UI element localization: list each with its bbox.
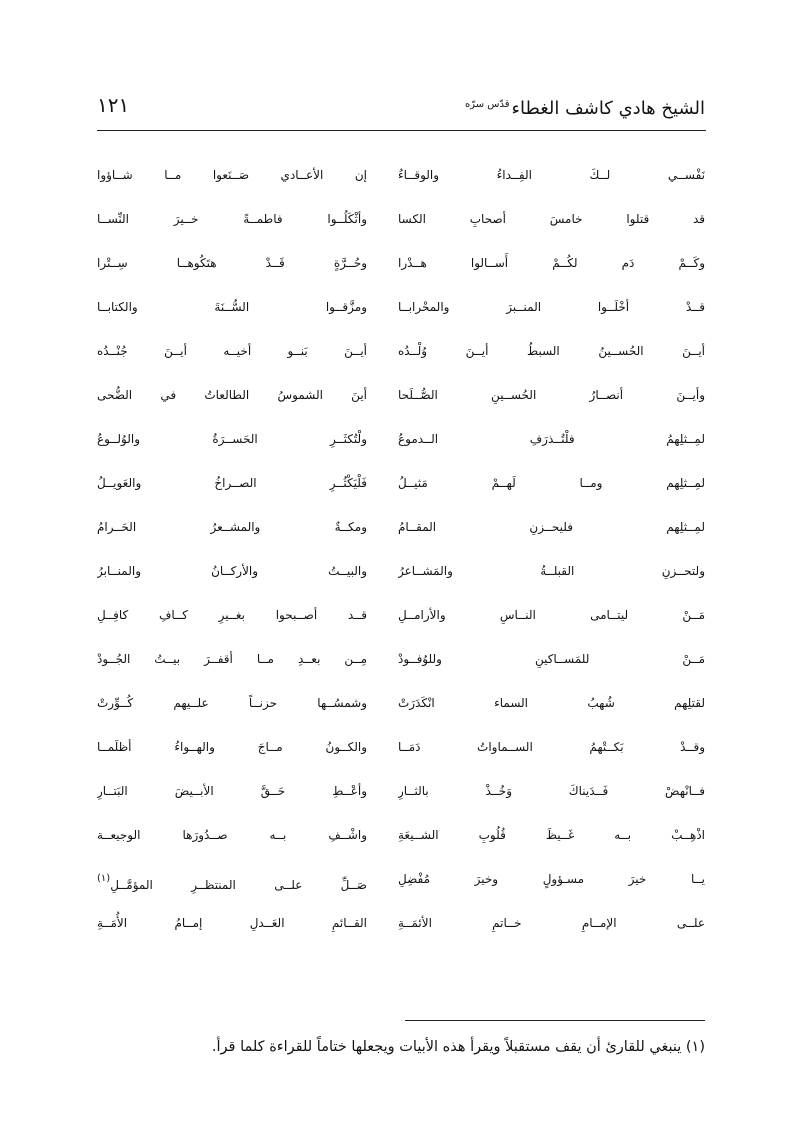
verse-first-hemistich: نَفْســي لــكَ الفِــداءُ والوقــاءُ (398, 168, 705, 182)
verse-row (97, 725, 705, 769)
verse-second-hemistich: وأعْــطِ حَــقَّ الأبــيضَ البَتــارِ (97, 784, 367, 798)
verse-second-hemistich: واشْــفِ بــه صــدُورَها الوجيعــة (97, 828, 367, 842)
verse-second-hemistich: والبيــتُ والأركــانُ والمنــابرُ (97, 564, 367, 578)
verse-second-hemistich: القــائمِ العَــدلِ إمــامُ الأُمَــةِ (97, 916, 367, 930)
header-title-text: الشيخ هادي كاشف الغطاء (511, 98, 705, 119)
poem (97, 153, 705, 945)
verse-second-hemistich-with-note (97, 857, 367, 901)
verse-second-hemistich: فَلْيَكْثُــرِ الصــراخُ والعَويــلُ (97, 476, 367, 490)
verse-row (97, 593, 705, 637)
verse-second-hemistich: ولْتُكثَــرِ الحَســرَةُ والوُلــوعُ (97, 432, 367, 446)
verse-first-hemistich: قد قتلوا خامسَ أصحابِ الكسا (398, 212, 705, 226)
verse-first-hemistich: لمِــثلِهم ومــا لَهــمْ مَثيــلُ (398, 476, 705, 490)
header-honorific: قدّس سرّه (464, 99, 510, 110)
verse-first-hemistich: ولتحــزنِ القبلــةُ والمَشــاعرُ (398, 564, 705, 578)
verse-second-hemistich: ومزَّقــوا السُّــنَةَ والكتابــا (97, 300, 367, 314)
verse-first-hemistich: اذْهِــبْ بــه غَــيظَ قُلُوبِ الشــيعَةِ (398, 828, 705, 842)
verse-first-hemistich: وقــدْ بَكــتْهمُ الســماواتُ دَمَــا (398, 740, 705, 754)
footnote-text: ينبغي للقارئ أن يقف مستقبلاً ويقرأ هذه الأبيات ويجعلها ختاماً للقراءة كلما قرأ. (211, 1039, 682, 1055)
verse-second-hemistich: أيــنَ بَنــو أخيــه أيــنَ جُنْــدُه (97, 344, 367, 358)
verse-row (97, 681, 705, 725)
verse-row (97, 241, 705, 285)
verse-second-hemistich: والكــونُ مــاجَ والهــواءُ أظلَمــا (97, 740, 367, 754)
verse-second-hemistich: ومكــةٌ والمشــعرُ الحَــرامُ (97, 520, 367, 534)
verse-row (97, 857, 705, 901)
verse-row (97, 373, 705, 417)
verse-first-hemistich: وأيــنَ أنصــارُ الحُســينِ الصُّــلَحا (398, 388, 705, 402)
verse-row (97, 461, 705, 505)
footnote-marker: (١) (685, 1039, 705, 1055)
verse-first-hemistich: لمِــثلِهمُ فلْتُــذرَفِ الــدموعُ (398, 432, 705, 446)
verse-row (97, 153, 705, 197)
verse-row (97, 417, 705, 461)
verse-first-hemistich: لمِــثلِهم فليحــزنِ المقــامُ (398, 520, 705, 534)
verse-first-hemistich: مَــنْ ليتــامى النــاسِ والأرامــلِ (398, 608, 705, 622)
verse-second-hemistich: وأثْكَلُــوا فاطمــةً خــيرَ النِّســا (97, 212, 367, 226)
verse-row (97, 549, 705, 593)
verse-row (97, 813, 705, 857)
verse-second-hemistich: إن الأعــادي صَــنَعوا مــا شــاؤوا (97, 168, 367, 182)
verse-second-hemistich: وحُــرَّةٍ قَــدْ هتَكُوهــا سِــتْرا (97, 256, 367, 270)
verse-second-hemistich-text: صَــلِّ علــى المنتظــرِ المؤمَّــلِ (110, 878, 367, 892)
verse-first-hemistich: يــا خيرَ مسـؤولٍ وخيرَ مُفْضِلِ (398, 872, 705, 886)
verse-first-hemistich: أيــنَ الحُســينُ السبطُ أيــنَ وُلْــدُه (398, 344, 705, 358)
verse-second-hemistich: أينَ الشموسُ الطالعاتُ في الضُّحى (97, 388, 367, 402)
verse-first-hemistich: علــى الإمــامِ خــاتمِ الأئمَــةِ (398, 916, 705, 930)
verse-first-hemistich: قــدْ أخْلَــوا المنــبرَ والمحْرابــا (398, 300, 705, 314)
verse-second-hemistich: مِــن بعــدِ مــا أقفــرَ بيــتُ الجُــودْ (97, 652, 367, 666)
page-number: ١٢١ (97, 93, 130, 117)
verse-second-hemistich: قــد أصــبحوا بغــيرِ كــافِ كافِــلِ (97, 608, 367, 622)
verse-first-hemistich: وكَــمْ دَم لكُــمْ أَســالوا هــدْرا (398, 256, 705, 270)
verse-row (97, 197, 705, 241)
verse-row (97, 329, 705, 373)
verse-row (97, 505, 705, 549)
verse-second-hemistich: وشمسُــها حزنــاً علــيهم كُــوِّرتْ (97, 696, 367, 710)
footnote (212, 1035, 705, 1059)
header-rule (97, 130, 706, 131)
verse-row (97, 769, 705, 813)
verse-row (97, 637, 705, 681)
footnote-reference: (١) (97, 873, 111, 884)
footnote-rule (405, 1020, 705, 1021)
verse-first-hemistich: لقتلِهم شُهبُ السماء انْكَدَرَتْ (398, 696, 705, 710)
verse-row (97, 285, 705, 329)
verse-first-hemistich: فــانْهضْ فَــدَيناكَ وَخُــذْ بالثــارِ (398, 784, 705, 798)
verse-first-hemistich: مَــنْ للمَســاكينِ وللوُفــودْ (398, 652, 705, 666)
running-header-title (465, 92, 705, 122)
verse-row (97, 901, 705, 945)
